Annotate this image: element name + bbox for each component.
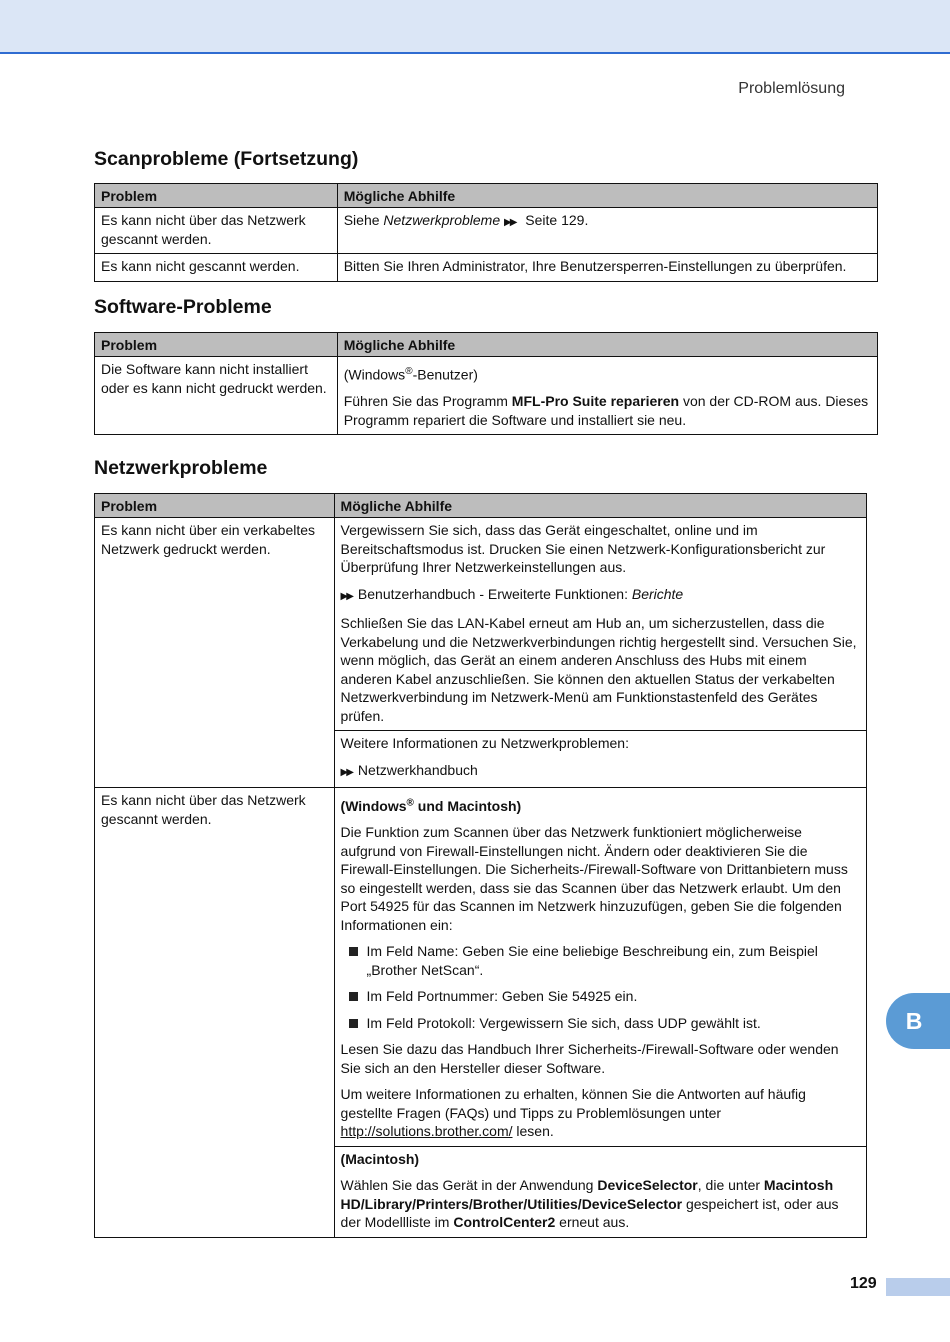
page-number: 129 xyxy=(850,1275,877,1292)
double-arrow-icon: ▶▶ xyxy=(504,217,516,228)
table-row xyxy=(95,518,867,788)
col-header-fix: Mögliche Abhilfe xyxy=(334,494,866,518)
fix-text-more: Weitere Informationen zu Netzwerkproblemen: ▶▶ Netzwerkhandbuch xyxy=(335,730,866,787)
fix-text: Siehe Netzwerkprobleme ▶▶ Seite 129. xyxy=(343,212,589,228)
bullet-square-icon xyxy=(349,1019,358,1028)
problem-text: Es kann nicht über das Netzwerk gescannt werden. xyxy=(101,212,306,247)
running-header: Problemlösung xyxy=(738,80,845,97)
fix-text-mac: (Macintosh) Wählen Sie das Gerät in der Anwendung DeviceSelector, die unter Macintosh HD/Library/Printers/Brother/Utilities/DeviceSelector gespeichert ist, oder aus der Modellliste im ControlCenter2 erneut aus. xyxy=(335,1146,866,1237)
problem-text: Es kann nicht über das Netzwerk gescannt werden. xyxy=(101,792,306,827)
fix-text: Bitten Sie Ihren Administrator, Ihre Benutzersperren-Einstellungen zu überprüfen. xyxy=(343,258,847,274)
col-header-problem: Problem xyxy=(95,333,338,357)
double-arrow-icon: ▶▶ xyxy=(340,590,352,602)
page-number-bar xyxy=(886,1278,950,1296)
fix-text: (Windows®-Benutzer) Führen Sie das Programm MFL-Pro Suite reparieren von der CD-ROM aus. Dieses Programm repariert die Software und installiert sie neu. xyxy=(343,366,869,428)
double-arrow-icon: ▶▶ xyxy=(340,766,352,778)
list-item: Im Feld Name: Geben Sie eine beliebige Beschreibung ein, zum Beispiel „Brother NetScan“. xyxy=(341,942,860,979)
table-row xyxy=(95,357,878,435)
section-title-scan: Scanprobleme (Fortsetzung) xyxy=(94,148,359,170)
col-header-fix: Mögliche Abhilfe xyxy=(337,333,877,357)
col-header-problem: Problem xyxy=(95,184,338,208)
network-table xyxy=(94,493,867,1238)
table-row xyxy=(95,254,878,282)
fix-text: (Windows® und Macintosh) Die Funktion zum Scannen über das Netzwerk funktioniert möglicherweise aufgrund von Firewall-Einstellungen nicht. Ändern oder deaktivieren Sie die Firewall-Einstellungen. Die Sicherheits-/Firewall-Software von Drittanbietern muss so eingestellt werden, dass sie das Scannen über das Netzwerk erlaubt. Um den Port 54925 für das Scannen im Netzwerk hinzuzufügen, geben Sie die folgenden Informationen ein: Im Feld Name: Geben Sie eine beliebige Beschreibung ein, zum Beispiel „Brother NetScan“. Im Feld Portnummer: Geben Sie 54925 ein. Im Feld Protokoll: Vergewissern Sie sich, dass UDP gewählt ist. Lesen Sie dazu das Handbuch Ihrer Sicherheits-/Firewall-Software oder wenden Sie sich an den Hersteller dieser Software. Um weitere Informationen zu erhalten, können Sie die Antworten auf häufig gestellte Fragen (FAQs) und Tipps zu Problemlösungen unter http://solutions.brother.com/ lesen. xyxy=(335,788,866,1146)
section-title-network: Netzwerkprobleme xyxy=(94,457,268,479)
top-banner xyxy=(0,0,950,54)
appendix-tab[interactable]: B xyxy=(886,993,950,1049)
problem-text: Die Software kann nicht installiert oder es kann nicht gedruckt werden. xyxy=(101,361,327,396)
col-header-fix: Mögliche Abhilfe xyxy=(337,184,877,208)
solutions-link[interactable]: http://solutions.brother.com/ xyxy=(340,1123,513,1140)
cross-ref-link[interactable]: Netzwerkprobleme xyxy=(383,212,501,228)
table-row xyxy=(95,788,867,1238)
col-header-problem: Problem xyxy=(95,494,335,518)
bullet-square-icon xyxy=(349,947,358,956)
table-row xyxy=(95,208,878,254)
scan-table xyxy=(94,183,878,282)
fix-text: Vergewissern Sie sich, dass das Gerät eingeschaltet, online und im Bereitschaftsmodus ist. Drucken Sie einen Netzwerk-Konfigurationsbericht zur Überprüfung Ihrer Netzwerkeinstellungen aus. ▶▶ Benutzerhandbuch - Erweiterte Funktionen: Berichte Schließen Sie das LAN-Kabel erneut am Hub an, um sicherzustellen, dass die Verkabelung und die Netzwerkverbindungen richtig hergestellt sind. Versuchen Sie, wenn möglich, das Gerät an einem anderen Anschluss des Hubs mit einem anderen Kabel anzuschließen. Sie können den aktuellen Status der verkabelten Netzwerkverbindung im Netzwerk-Menü am Funktionstastenfeld des Gerätes prüfen. xyxy=(340,522,857,724)
problem-text: Es kann nicht über ein verkabeltes Netzwerk gedruckt werden. xyxy=(101,522,316,557)
problem-text: Es kann nicht gescannt werden. xyxy=(101,258,300,274)
list-item: Im Feld Portnummer: Geben Sie 54925 ein. xyxy=(341,987,860,1006)
list-item: Im Feld Protokoll: Vergewissern Sie sich, dass UDP gewählt ist. xyxy=(341,1014,860,1033)
section-title-software: Software-Probleme xyxy=(94,296,272,318)
software-table xyxy=(94,332,878,435)
bullet-square-icon xyxy=(349,992,358,1001)
